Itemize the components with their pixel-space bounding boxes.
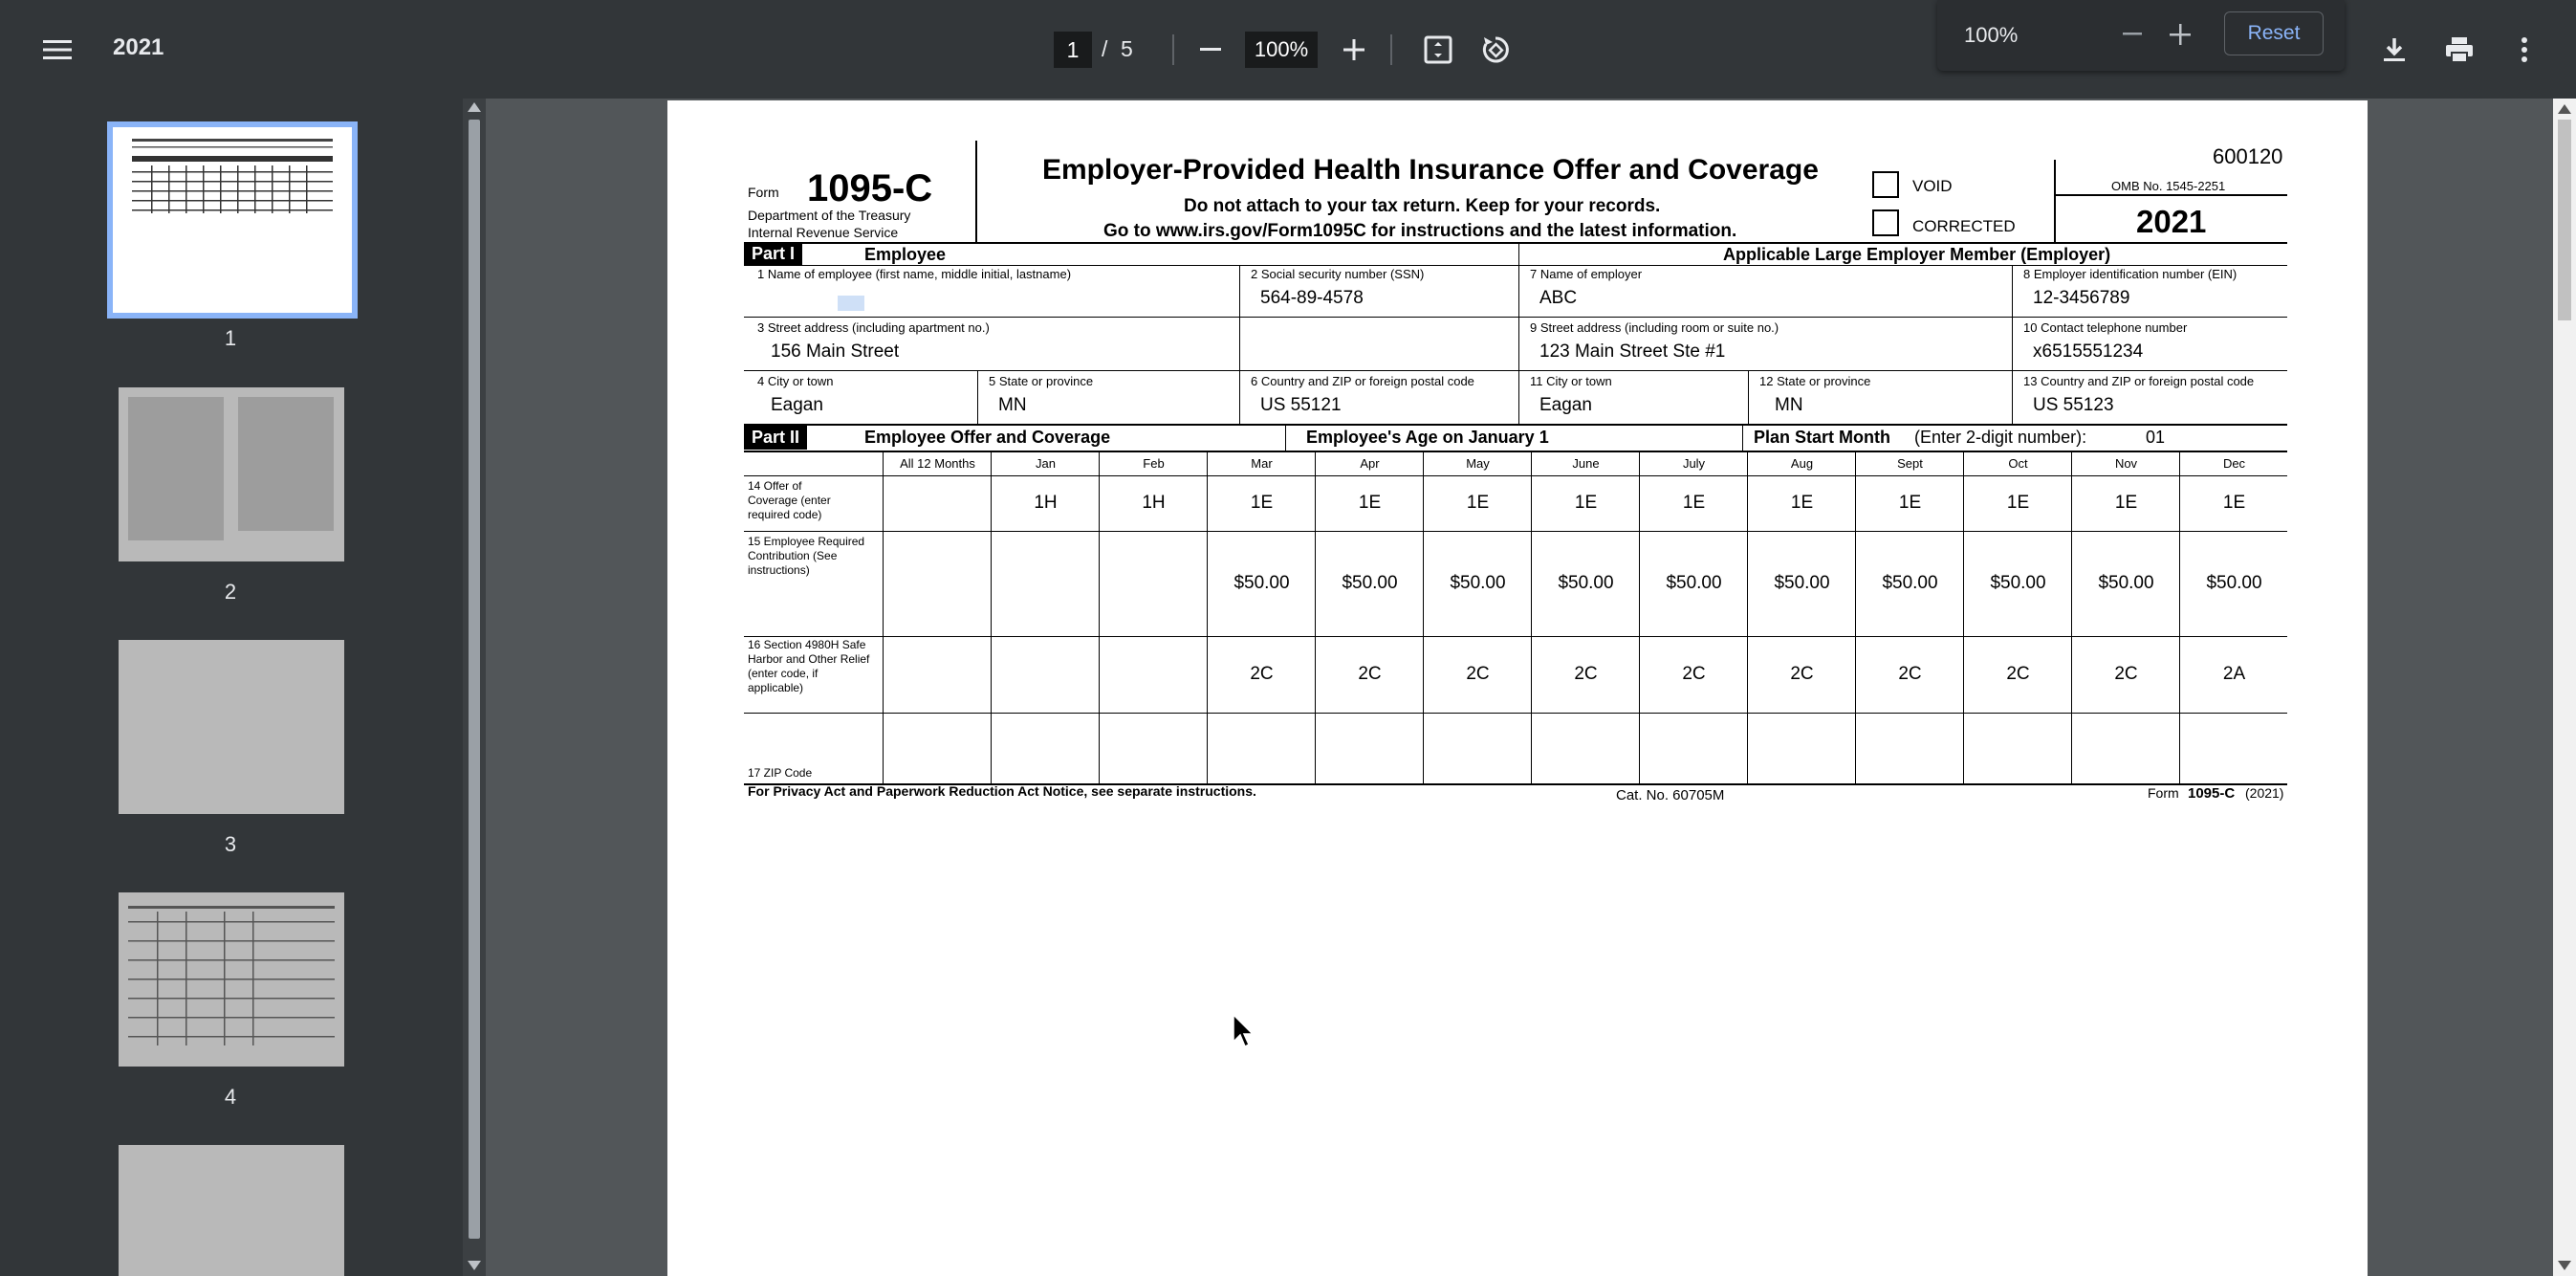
field-label-5: 5 State or province [989,374,1094,388]
print-icon[interactable] [2440,31,2478,69]
part2-tag: Part II [744,426,807,450]
main-scrollbar[interactable] [2553,99,2576,1276]
employee-name-input[interactable] [838,296,864,311]
void-checkbox[interactable] [1872,171,1899,198]
month-header: Dec [2222,456,2246,471]
omb-line [2054,194,2287,196]
form-code: 600120 [2213,144,2283,168]
field-label-4: 4 City or town [757,374,834,388]
field-label-9: 9 Street address (including room or suite no.) [1530,320,1779,335]
rotate-icon[interactable] [1476,31,1515,69]
rule [744,265,2287,266]
month-header: All 12 Months [900,456,975,471]
employee-street-value[interactable]: 156 Main Street [771,341,900,362]
line-16-cell[interactable]: 2C [1358,664,1382,684]
main-scroll-thumb[interactable] [2558,120,2571,320]
line-14-cell[interactable]: 1E [2114,493,2138,513]
field-label-13: 13 Country and ZIP or foreign postal code [2023,374,2255,388]
plan-start-label: Plan Start Month [1754,428,1890,447]
line-14-cell[interactable]: 1E [2006,493,2030,513]
line-15-cell[interactable]: $50.00 [1450,573,1506,593]
line-14-cell[interactable]: 1E [1466,493,1490,513]
age-label: Employee's Age on January 1 [1306,428,1549,447]
row-label-line: 15 Employee Required [748,535,865,548]
field-label-7: 7 Name of employer [1530,267,1643,281]
footer-form-number: 1095-C [2188,785,2236,802]
thumbnail-number: 1 [224,326,237,350]
dept-irs: Internal Revenue Service [748,225,899,240]
rule [1748,370,1749,424]
void-label: VOID [1912,177,1953,195]
ein-value[interactable]: 12-3456789 [2033,288,2130,308]
month-header: Jan [1036,456,1056,471]
month-header: Sept [1897,456,1923,471]
employee-state-value[interactable]: MN [998,395,1027,415]
line-14-cell[interactable]: 1E [2222,493,2246,513]
rule [744,424,2287,426]
line-14-cell[interactable]: 1E [1682,493,1706,513]
dept-treasury: Department of the Treasury [748,208,911,223]
zoom-popup-plus-icon[interactable] [2161,15,2199,54]
row-label-line: Harbor and Other Relief [748,652,870,666]
line-15-cell[interactable]: $50.00 [2098,573,2154,593]
line-15-cell[interactable]: $50.00 [1774,573,1830,593]
zoom-popup-value: 100% [1964,23,2019,47]
line-15-cell[interactable]: $50.00 [1990,573,2046,593]
menu-icon[interactable] [38,31,76,69]
field-label-12: 12 State or province [1759,374,1871,388]
toolbar-divider [1172,34,1174,65]
rule [744,636,2287,637]
form-subtitle-1: Do not attach to your tax return. Keep for your records. [1184,196,1661,216]
row-label-line: 16 Section 4980H Safe [748,638,866,651]
line-14-cell[interactable]: 1E [1250,493,1274,513]
rule [1285,424,1286,451]
field-label-1: 1 Name of employee (first name, middle initial, lastname) [757,267,1072,281]
part2-heading: Employee Offer and Coverage [864,428,1111,447]
row-label-17: 17 ZIP Code [748,766,813,780]
line-16-cell[interactable]: 2C [2114,664,2138,684]
rule [1239,265,1240,424]
employee-city-value[interactable]: Eagan [771,395,823,415]
month-header: Aug [1790,456,1814,471]
toolbar-divider [1390,34,1392,65]
document-viewer [486,99,2553,1276]
part1-employer-heading: Applicable Large Employer Member (Employer) [1723,245,2111,264]
month-header: Nov [2114,456,2138,471]
line-14-cell[interactable]: 1H [1034,493,1058,513]
rule [1518,242,1519,424]
form-number: 1095-C [807,167,933,209]
employer-zip-value[interactable]: US 55123 [2033,395,2114,415]
line-16-cell[interactable]: 2C [1250,664,1274,684]
field-label-3: 3 Street address (including apartment no.) [757,320,990,335]
corrected-checkbox[interactable] [1872,209,1899,236]
employer-city-value[interactable]: Eagan [1539,395,1592,415]
line-14-cell[interactable]: 1E [1358,493,1382,513]
line-14-cell[interactable]: 1E [1574,493,1598,513]
zoom-reset-button[interactable]: Reset [2224,11,2324,55]
pdf-toolbar [0,0,2576,99]
rule [744,370,2287,371]
employer-name-value[interactable]: ABC [1539,288,1578,308]
month-header: Apr [1360,456,1380,471]
month-header: Feb [1143,456,1165,471]
page-thumbnail-5[interactable] [119,1145,344,1276]
rule [2012,265,2013,424]
document-title: 2021 [113,34,164,60]
rule [744,451,2287,452]
scroll-up-arrow[interactable] [468,102,481,112]
line-15-cell[interactable]: $50.00 [1666,573,1722,593]
more-options-icon[interactable] [2505,31,2543,69]
line-14-cell[interactable]: 1E [1898,493,1922,513]
employee-zip-value[interactable]: US 55121 [1260,395,1342,415]
fit-to-page-icon[interactable] [1419,31,1457,69]
line-16-cell[interactable]: 2C [1574,664,1598,684]
rule [744,242,2287,244]
thumbnail-number: 4 [224,1085,237,1109]
line-15-cell[interactable]: $50.00 [1233,573,1290,593]
line-15-cell[interactable]: $50.00 [2206,573,2262,593]
scroll-up-arrow[interactable] [2558,104,2571,114]
plan-start-value[interactable]: 01 [2146,428,2166,447]
field-label-11: 11 City or town [1530,374,1612,388]
field-label-8: 8 Employer identification number (EIN) [2023,267,2238,281]
omb-divider [2054,160,2056,242]
page-thumbnail-3[interactable] [119,640,344,814]
footer-year: (2021) [2245,785,2284,801]
zoom-popup [1937,0,2345,71]
page-thumbnail-1[interactable] [113,127,352,313]
page-thumbnail-4[interactable] [119,892,344,1067]
line-14-cell[interactable]: 1H [1142,493,1166,513]
month-header: Mar [1251,456,1273,471]
footer-privacy: For Privacy Act and Paperwork Reduction Act Notice, see separate instructions. [748,783,1256,799]
zoom-in-icon[interactable] [1335,31,1373,69]
form-subtitle-2: Go to www.irs.gov/Form1095C for instructions and the latest information. [1103,221,1737,241]
row-label-line: 14 Offer of [748,479,802,493]
line-15-cell[interactable]: $50.00 [1558,573,1614,593]
omb-number: OMB No. 1545-2251 [2111,179,2226,193]
rule [744,531,2287,532]
employer-state-value[interactable]: MN [1775,395,1803,415]
header-divider [975,141,977,242]
line-15-cell[interactable]: $50.00 [1882,573,1938,593]
month-header: July [1682,456,1706,471]
zoom-out-icon[interactable] [1191,31,1230,69]
contact-phone-value[interactable]: x6515551234 [2033,341,2144,362]
corrected-label: CORRECTED [1912,217,2016,235]
zoom-popup-minus-icon[interactable] [2113,15,2151,54]
form-word: Form [748,185,779,200]
rule [1742,424,1743,451]
rule [744,317,2287,318]
scroll-down-arrow[interactable] [2558,1261,2571,1270]
current-page-input[interactable]: 1 [1054,32,1092,68]
line-14-cell[interactable]: 1E [1790,493,1814,513]
thumbnail-number: 3 [224,832,237,856]
zoom-input[interactable]: 100% [1245,32,1318,68]
row-label-line: required code) [748,508,822,521]
rule [883,451,884,783]
row-label-line: instructions) [748,563,810,577]
row-label-line: applicable) [748,681,804,694]
form-title: Employer-Provided Health Insurance Offer and Coverage [1042,154,1819,186]
month-header: May [1466,456,1490,471]
rule [977,370,978,424]
mouse-cursor-icon [1233,1015,1256,1049]
sidebar-scrollbar[interactable] [463,99,486,1276]
row-label-line: Contribution (See [748,549,838,562]
field-label-2: 2 Social security number (SSN) [1251,267,1425,281]
plan-start-hint: (Enter 2-digit number): [1914,428,2087,447]
footer-form-word: Form [2148,785,2179,801]
row-label-line: (enter code, if [748,667,819,680]
field-label-6: 6 Country and ZIP or foreign postal code [1251,374,1474,388]
thumbnail-number: 2 [224,580,237,604]
month-header: Oct [2008,456,2028,471]
rule [744,475,2287,476]
month-header: June [1572,456,1600,471]
line-16-cell[interactable]: 2A [2222,664,2246,684]
page-thumbnail-2[interactable] [119,387,344,561]
line-16-cell[interactable]: 2C [1466,664,1490,684]
total-pages: 5 [1121,36,1133,61]
sidebar-scroll-thumb[interactable] [469,120,480,1239]
part1-tag: Part I [744,242,802,266]
employer-street-value[interactable]: 123 Main Street Ste #1 [1539,341,1726,362]
field-label-10: 10 Contact telephone number [2023,320,2188,335]
pdf-page [667,100,2368,1276]
download-icon[interactable] [2375,31,2413,69]
line-16-cell[interactable]: 2C [1790,664,1814,684]
line-16-cell[interactable]: 2C [2006,664,2030,684]
part1-employee-heading: Employee [864,245,947,264]
thumbnail-sidebar [0,99,463,1276]
page-separator: / [1102,36,1108,61]
line-16-cell[interactable]: 2C [1898,664,1922,684]
line-15-cell[interactable]: $50.00 [1342,573,1398,593]
row-label-line: Coverage (enter [748,494,831,507]
line-16-cell[interactable]: 2C [1682,664,1706,684]
form-year: 2021 [2136,204,2207,239]
ssn-value[interactable]: 564-89-4578 [1260,288,1364,308]
footer-cat-no: Cat. No. 60705M [1616,787,1725,803]
rule [744,713,2287,714]
scroll-down-arrow[interactable] [468,1261,481,1270]
